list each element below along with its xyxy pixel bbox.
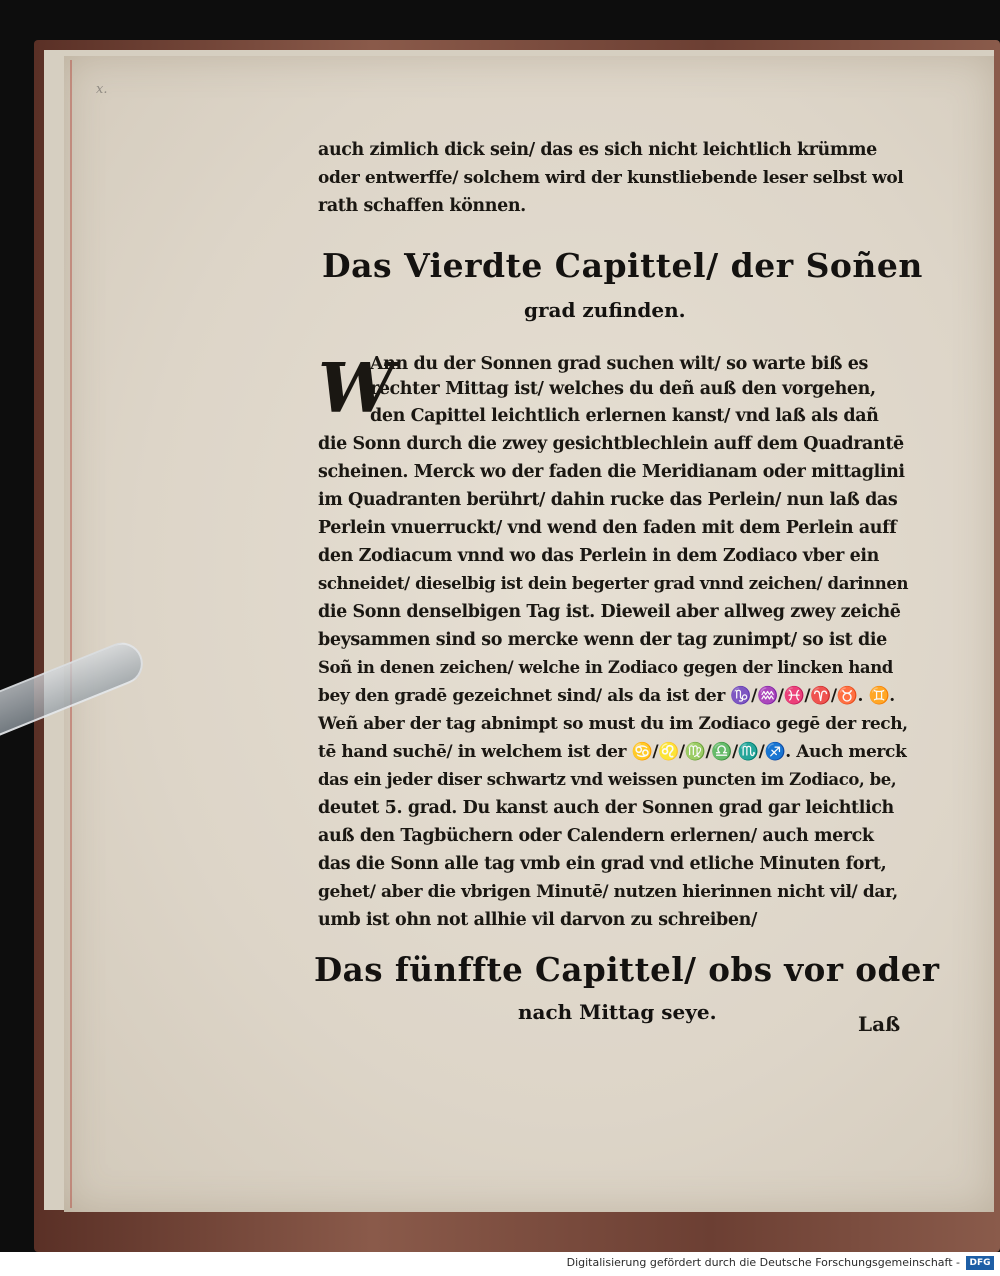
chapter-heading-5: Das fünffte Capittel/ obs vor oder bbox=[314, 950, 940, 989]
footer-bar bbox=[0, 1252, 1000, 1276]
body-line: umb ist ohn not allhie vil darvon zu schreiben/ bbox=[318, 910, 757, 930]
intro-line: rath schaffen können. bbox=[318, 196, 526, 216]
pencil-mark: x. bbox=[96, 82, 108, 97]
page-margin-rule bbox=[70, 60, 72, 1208]
chapter-heading-4: Das Vierdte Capittel/ der Soñen bbox=[322, 246, 923, 285]
dfg-logo-icon: DFG bbox=[966, 1256, 994, 1270]
body-line: rechter Mittag ist/ welches du deñ auß den vorgehen, bbox=[370, 379, 876, 399]
body-line: das ein jeder diser schwartz vnd weissen puncten im Zodiaco, be, bbox=[318, 770, 897, 789]
chapter-heading-5-subline: nach Mittag seye. bbox=[518, 1000, 717, 1024]
body-line: bey den gradē gezeichnet sind/ als da ist der ♑/♒/♓/♈/♉. ♊. bbox=[318, 686, 895, 706]
catchword: Laß bbox=[858, 1012, 901, 1036]
body-line: schneidet/ dieselbig ist dein begerter grad vnnd zeichen/ darinnen bbox=[318, 574, 909, 593]
body-line: Weñ aber der tag abnimpt so must du im Zodiaco gegē der rech, bbox=[318, 714, 908, 734]
body-line: im Quadranten berührt/ dahin rucke das Perlein/ nun laß das bbox=[318, 490, 898, 510]
chapter-heading-4-subline: grad zufinden. bbox=[524, 298, 686, 322]
body-line: die Sonn denselbigen Tag ist. Dieweil aber allweg zwey zeichē bbox=[318, 602, 901, 622]
body-line: tē hand suchē/ in welchem ist der ♋/♌/♍/♎/♏/♐. Auch merck bbox=[318, 742, 907, 762]
body-line: den Zodiacum vnnd wo das Perlein in dem Zodiaco vber ein bbox=[318, 546, 879, 566]
body-line: den Capittel leichtlich erlernen kanst/ vnd laß als dañ bbox=[370, 406, 879, 426]
body-line: beysammen sind so mercke wenn der tag zunimpt/ so ist die bbox=[318, 630, 887, 650]
body-line: deutet 5. grad. Du kanst auch der Sonnen grad gar leichtlich bbox=[318, 798, 894, 818]
body-line: auß den Tagbüchern oder Calendern erlernen/ auch merck bbox=[318, 826, 874, 846]
body-line: das die Sonn alle tag vmb ein grad vnd etliche Minuten fort, bbox=[318, 854, 887, 874]
intro-line: oder entwerffe/ solchem wird der kunstliebende leser selbst wol bbox=[318, 168, 904, 188]
body-line: scheinen. Merck wo der faden die Meridianam oder mittaglini bbox=[318, 462, 905, 482]
body-line: die Sonn durch die zwey gesichtblechlein auff dem Quadrantē bbox=[318, 434, 904, 454]
drop-cap-initial: W bbox=[318, 349, 395, 429]
body-line: Soñ in denen zeichen/ welche in Zodiaco gegen der lincken hand bbox=[318, 658, 893, 677]
body-line: Perlein vnuerruckt/ vnd wend den faden mit dem Perlein auff bbox=[318, 518, 897, 538]
body-line: gehet/ aber die vbrigen Minutē/ nutzen hierinnen nicht vil/ dar, bbox=[318, 882, 898, 902]
body-line: Ann du der Sonnen grad suchen wilt/ so warte biß es bbox=[370, 354, 868, 374]
funding-credit: Digitalisierung gefördert durch die Deutsche Forschungsgemeinschaft - bbox=[566, 1256, 960, 1269]
intro-line: auch zimlich dick sein/ das es sich nicht leichtlich krümme bbox=[318, 140, 877, 160]
